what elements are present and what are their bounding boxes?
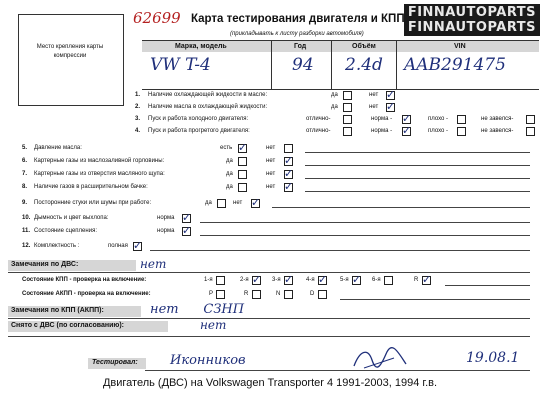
row-number: 7. [22,171,28,177]
header-year: Год [294,43,307,50]
gear-r-label: R [414,277,419,283]
header-make-model: Марка, модель [175,43,227,50]
akpp-label: Состояние АКПП - проверка на включение: [22,291,151,297]
value-make-model: VW T-4 [150,55,211,75]
check-row-11 [0,226,540,238]
card-subtitle: (прикладывать к листу разборки автомобиля) [230,31,364,37]
mode-n-checkbox[interactable] [284,290,293,299]
check-row-5 [0,143,540,155]
option-yes-label: да [331,104,338,110]
value-volume: 2.4d [345,55,383,75]
check-row-3 [0,114,540,126]
row-label: Наличие газов в расширительном бачке: [34,184,148,190]
tested-signature: Иконников [170,353,246,368]
option-excellent-checkbox[interactable] [343,127,352,136]
row-label: Картерные газы из отверстия масляного щупа: [34,171,165,177]
row-number: 10. [22,215,31,221]
row-label: Комплектность : [34,243,80,249]
header-vin: VIN [454,43,466,50]
row-label: Пуск и работа прогретого двигателя: [148,128,250,134]
option-bad-checkbox[interactable] [457,115,466,124]
row-number: 4. [135,128,141,134]
check-mark: ✓ [402,112,412,125]
option-not-started-label: не завелся- [481,128,514,134]
option-no-label: нет [233,200,243,206]
kpp-label: Состояние КПП - проверка на включение: [22,277,147,283]
check-mark: ✓ [182,224,192,237]
watermark-line-2: FINNAUTOPARTS [407,20,536,35]
option-yes-label: да [226,184,233,190]
option-normal-label: норма [157,228,175,234]
row-label: Состояние сцепления: [34,228,97,234]
tested-label: Тестировал: [92,359,138,366]
row-label: Дымность и цвет выхлопа: [34,215,109,221]
stamp-box-label: Место крепления карты компрессии [36,44,104,59]
option-yes-label: есть [220,145,233,151]
watermark-line-1: FINNAUTOPARTS [407,5,536,20]
check-row-6 [0,156,540,168]
mode-p-label: P [209,291,214,297]
mode-r-checkbox[interactable] [252,290,261,299]
mode-d-checkbox[interactable] [318,290,327,299]
remarks-kpp-label: Замечания по КПП (АКПП): [11,307,104,314]
remarks-dvs-label: Замечания по ДВС: [11,261,79,268]
row-number: 2. [135,104,141,110]
option-no-label: нет [266,158,276,164]
check-mark: ✓ [386,100,396,113]
option-no-checkbox[interactable] [284,144,293,153]
row-label: Наличие масла в охлаждающей жидкости: [148,104,268,110]
row-number: 9. [22,200,28,206]
gear-6-label: 6-я [372,277,381,283]
option-yes-checkbox[interactable] [217,199,226,208]
remarks-kpp-value: нет СЗНП [150,302,245,317]
option-no-label: нет [369,92,379,98]
caption: Двигатель (ДВС) на Volkswagen Transporter 4 1991-2003, 1994 г.в. [102,377,438,389]
check-row-4 [0,126,540,138]
check-row-7 [0,169,540,181]
watermark-logo [404,4,540,36]
check-mark: ✓ [252,273,262,286]
row-number: 1. [135,92,141,98]
check-mark: ✓ [318,273,328,286]
option-complete-label: полная [108,243,128,249]
check-mark: ✓ [284,180,294,193]
row-number: 3. [135,116,141,122]
option-normal-label: норма - [371,116,393,122]
check-row-10 [0,213,540,225]
gear-3-label: 3-я [272,277,281,283]
gear-5-label: 5-я [340,277,349,283]
check-mark: ✓ [284,154,294,167]
row-number: 6. [22,158,28,164]
gear-4-label: 4-я [306,277,315,283]
check-mark: ✓ [133,239,143,252]
option-yes-label: да [226,158,233,164]
check-row-2 [0,102,540,114]
check-row-12 [0,241,540,253]
removed-label: Снято с ДВС (по согласованию): [11,322,125,329]
check-mark: ✓ [238,141,248,154]
remarks-dvs-value: нет [140,257,167,271]
signature-scribble [350,346,410,372]
mode-n-label: N [276,291,281,297]
option-yes-checkbox[interactable] [343,91,352,100]
option-no-label: нет [266,145,276,151]
option-yes-checkbox[interactable] [238,170,247,179]
option-excellent-checkbox[interactable] [343,115,352,124]
row-number: 5. [22,145,28,151]
check-mark: ✓ [284,167,294,180]
option-yes-checkbox[interactable] [238,183,247,192]
check-row-1 [0,90,540,102]
option-not-started-checkbox[interactable] [526,127,535,136]
gear-6-checkbox[interactable] [384,276,393,285]
value-vin: AAB291475 [404,55,506,75]
option-bad-label: плохо - [428,116,449,122]
option-no-label: нет [369,104,379,110]
row-label: Наличие охлаждающей жидкости в масле: [148,92,268,98]
gear-2-label: 2-я [240,277,249,283]
option-bad-label: плохо - [428,128,449,134]
gear-1-label: 1-я [204,277,213,283]
row-label: Давление масла: [34,145,82,151]
option-not-started-label: не завелся- [481,116,514,122]
option-not-started-checkbox[interactable] [526,115,535,124]
check-mark: ✓ [352,273,362,286]
row-number: 11. [22,228,31,234]
option-yes-label: да [331,92,338,98]
check-mark: ✓ [386,88,396,101]
option-yes-label: да [226,171,233,177]
option-normal-label: норма [157,215,175,221]
option-no-label: нет [266,184,276,190]
option-yes-checkbox[interactable] [238,157,247,166]
check-mark: ✓ [251,196,261,209]
card-title: Карта тестирования двигателя и КПП [191,13,405,25]
vehicle-table [142,40,539,90]
row-label: Посторонние стуки или шумы при работе: [34,200,152,206]
check-mark: ✓ [182,211,192,224]
option-bad-checkbox[interactable] [457,127,466,136]
tested-date: 19.08.1 [466,350,520,366]
option-no-label: нет [266,171,276,177]
check-row-8 [0,182,540,194]
option-normal-label: норма - [371,128,393,134]
mode-r-label: R [244,291,249,297]
check-mark: ✓ [402,124,412,137]
value-year: 94 [292,55,314,75]
removed-value: нет [200,318,227,332]
option-yes-checkbox[interactable] [343,103,352,112]
card-number: 62699 [133,9,181,27]
check-mark: ✓ [422,273,432,286]
option-yes-label: да [205,200,212,206]
row-number: 8. [22,184,28,190]
check-mark: ✓ [284,273,294,286]
row-label: Пуск и работа холодного двигателя: [148,116,249,122]
gear-1-checkbox[interactable] [216,276,225,285]
mode-d-label: D [310,291,315,297]
row-label: Картерные газы из маслозаливной горловины: [34,158,165,164]
option-excellent-label: отлично- [306,128,331,134]
row-number: 12. [22,243,31,249]
header-volume: Объём [352,43,376,50]
option-excellent-label: отлично- [306,116,331,122]
check-row-9 [0,198,540,210]
mode-p-checkbox[interactable] [216,290,225,299]
